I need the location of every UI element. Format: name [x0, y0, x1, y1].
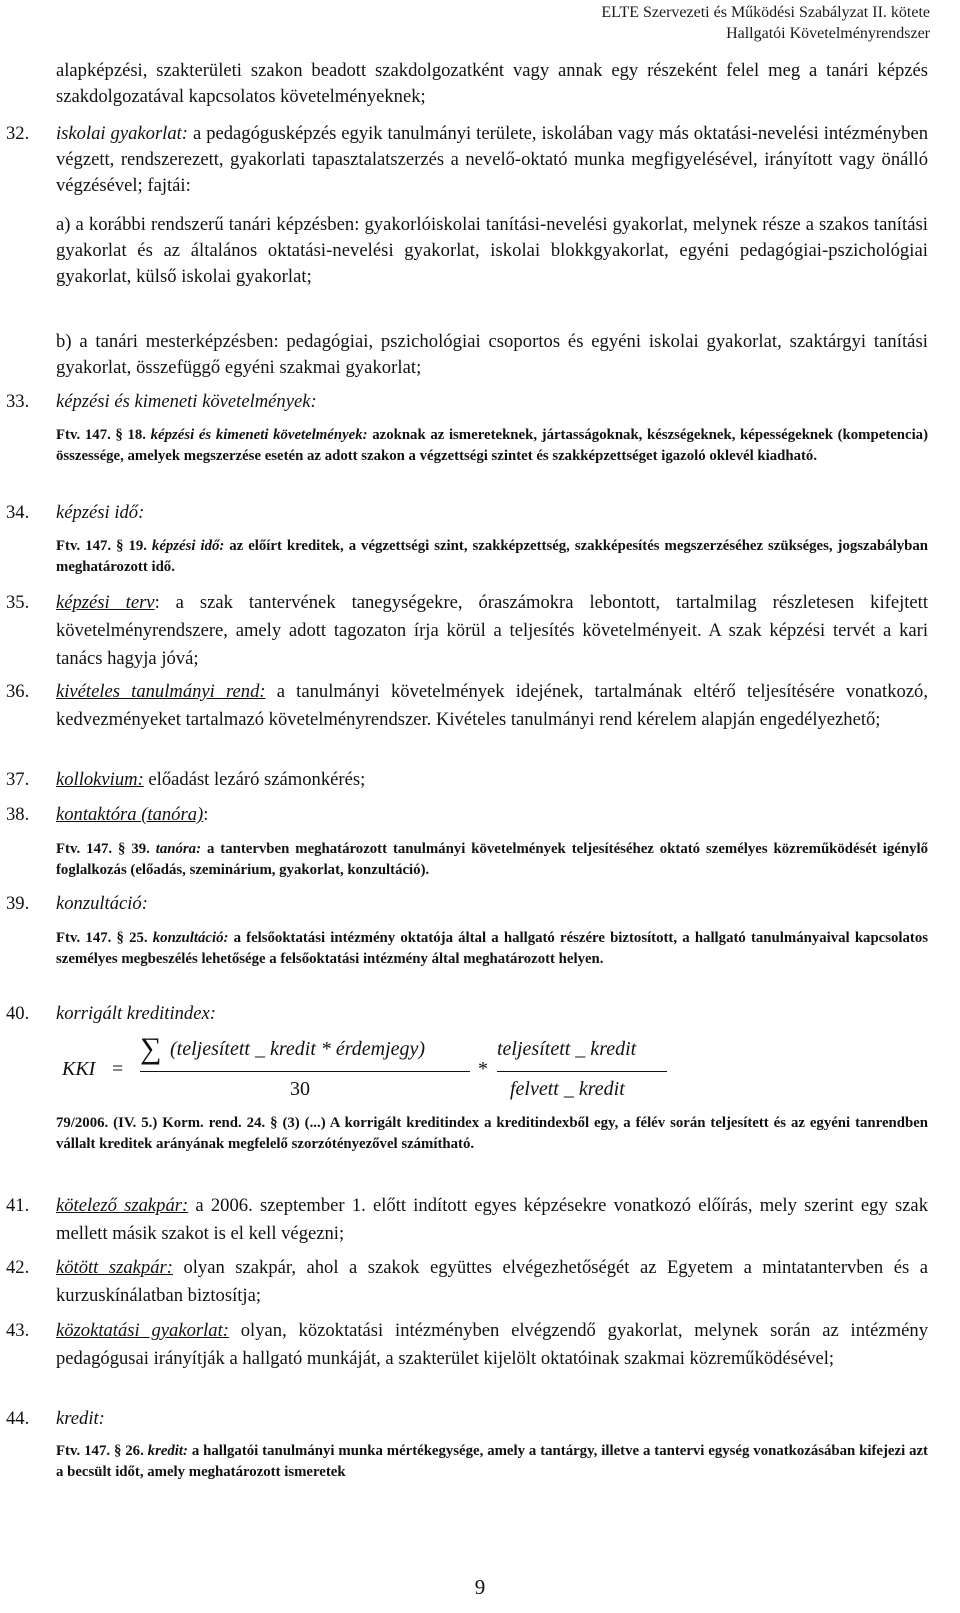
definition-term: kötelező szakpár: [56, 1195, 189, 1216]
item-number: 36. [6, 681, 30, 702]
definition-text: : a szak tantervének tanegységekre, óraszámokra lebontott, tartalmilag részletesen kifejtett követelményrendszere, amely adott tagozaton írja körül a teljesítés követelményeit. A szak képzési tervét a kari tanács hagyja jóvá; [56, 592, 928, 669]
item-number: 42. [6, 1257, 30, 1278]
definition-34 [6, 500, 928, 526]
item-number: 39. [6, 893, 30, 914]
item-number: 44. [6, 1408, 30, 1429]
definition-33 [6, 389, 928, 415]
running-header [601, 2, 930, 44]
item-number: 37. [6, 769, 30, 790]
legal-reference-40: 79/2006. (IV. 5.) Korm. rend. 24. § (3) (...) A korrigált kreditindex a kreditindexből egy, a félév során teljesített és az egyéni tanrendben vállalt kreditek arányának megfelelő szorzótényezővel számítható. [56, 1115, 928, 1152]
header-line-1: ELTE Szervezeti és Működési Szabályzat II. kötete [601, 4, 930, 21]
definition-32 [6, 121, 929, 199]
legal-reference-44: Ftv. 147. § 26. kredit: a hallgatói tanulmányi munka mértékegysége, amely a tantárgy, illetve a tantervi egység vonatkozásában kifejezi azt a becsült időt, amely meghatározott ismeretek [56, 1443, 928, 1480]
legal-reference-39: Ftv. 147. § 25. konzultáció: a felsőoktatási intézmény oktatója által a hallgató részére biztosított, a hallgató tanulmányaival kapcsolatos személyes megbeszélés lehetősége a felsőoktatási intézmény által meghatározott helyen. [56, 930, 928, 967]
definition-43 [6, 1317, 928, 1373]
definition-text: olyan, közoktatási intézményben elvégzendő gyakorlat, melynek során az intézmény pedagógusai irányítják a hallgató munkáját, a szakterület kijelölt oktatóinak szakmai közreműködésével; [56, 1320, 928, 1369]
definition-36 [6, 678, 928, 734]
definition-32-sub-b: b) a tanári mesterképzésben: pedagógiai, pszichológiai csoportos és egyéni iskolai gyakorlat, szaktárgyi tanítási gyakorlat, összefüggő egyéni szakmai gyakorlat; [56, 331, 928, 378]
definition-term: közoktatási gyakorlat: [56, 1320, 229, 1341]
definition-text: a tanulmányi követelmények idejének, tartalmának eltérő teljesítésére vonatkozó, kedvezményeket tartalmazó követelményrendszer. Kivételes tanulmányi rend kérelem alapján engedélyezhető; [56, 681, 928, 730]
definition-41 [6, 1192, 928, 1248]
definition-text: : [203, 804, 209, 825]
header-line-2: Hallgatói Követelményrendszer [726, 25, 930, 42]
fraction-bar-1 [140, 1071, 470, 1072]
legal-reference-33: Ftv. 147. § 18. képzési és kimeneti követelmények: azoknak az ismereteknek, jártasságoknak, készségeknek, képességeknek (kompetencia) összessége, amelyek megszerzése esetén az adott szakon a végzettségi szintet és szakképzettséget igazoló oklevél kiadható. [56, 427, 929, 464]
fraction-bar-2 [497, 1071, 667, 1072]
definition-term: kivételes tanulmányi rend: [56, 681, 266, 702]
definition-term: kredit: [56, 1408, 105, 1429]
formula-numerator-2: teljesített _ kredit [497, 1038, 637, 1060]
item-number: 33. [6, 391, 30, 412]
definition-term: kötött szakpár: [56, 1257, 173, 1278]
item-number: 40. [6, 1003, 30, 1024]
definition-42 [6, 1254, 928, 1310]
definition-40 [6, 1000, 928, 1028]
formula-numerator-1: (teljesített _ kredit * érdemjegy) [170, 1038, 426, 1060]
definition-37 [6, 766, 928, 794]
definition-text: előadást lezáró számonkérés; [143, 769, 366, 790]
definition-38 [6, 801, 928, 829]
definition-44 [6, 1405, 928, 1433]
item-number: 32. [6, 123, 30, 144]
formula-denominator-1: 30 [290, 1078, 310, 1100]
definition-term: konzultáció: [56, 893, 148, 914]
definition-text: a 2006. szeptember 1. előtt indított egyes képzésekre vonatkozó előírás, mely szerint egy szak mellett másik szakot is el kell végezni; [56, 1195, 928, 1244]
item-number: 41. [6, 1195, 30, 1216]
item-number: 35. [6, 592, 30, 613]
formula-times: * [478, 1058, 488, 1080]
formula-equals: = [112, 1058, 124, 1080]
definition-text: olyan szakpár, ahol a szakok együttes elvégezhetőségét az Egyetem a mintatantervben és a kurzuskínálatban biztosítja; [56, 1257, 928, 1306]
definition-text: a pedagógusképzés egyik tanulmányi területe, iskolában vagy más oktatási-nevelési intézményben végzett, rendszerezett, gyakorlati tapasztalatszerzés a nevelő-oktató munka megfigyelésével, irányított vagy önálló végzésével; fajtái: [56, 123, 929, 196]
intro-paragraph: alapképzési, szakterületi szakon beadott szakdolgozatként vagy annak egy részeként felel meg a tanári képzés szakdolgozatával kapcsolatos követelményeknek; [56, 60, 928, 107]
formula-lhs: KKI [62, 1058, 96, 1080]
item-number: 34. [6, 502, 30, 523]
sum-symbol: ∑ [140, 1032, 162, 1065]
definition-term: képzési idő: [56, 502, 145, 523]
definition-term: iskolai gyakorlat: [56, 123, 189, 144]
definition-39 [6, 890, 928, 918]
definition-term: képzési terv [56, 592, 155, 613]
formula-denominator-2: felvett _ kredit [510, 1078, 625, 1100]
page-number: 9 [474, 1575, 486, 1599]
definition-32-sub-a: a) a korábbi rendszerű tanári képzésben: gyakorlóiskolai tanítási-nevelési gyakorlat, melynek része a szakos tanítási gyakorlat és az általános oktatási-nevelési gyakorlat, iskolai blokkgyakorlat, egyéni pedagógiai-pszichológiai gyakorlat, külső iskolai gyakorlat; [56, 214, 928, 287]
legal-reference-34: Ftv. 147. § 19. képzési idő: az előírt kreditek, a végzettségi szint, szakképzettség, szakképesítés megszerzéséhez szükséges, jogszabályban meghatározott idő. [56, 538, 928, 575]
definition-term: képzési és kimeneti követelmények: [56, 391, 317, 412]
legal-reference-38: Ftv. 147. § 39. tanóra: a tantervben meghatározott tanulmányi követelmények teljesítéséhez oktató személyes közreműködését igénylő foglalkozás (előadás, szeminárium, gyakorlat, konzultáció). [56, 841, 928, 878]
definition-35 [6, 589, 928, 673]
kki-formula [60, 1032, 760, 1110]
item-number: 38. [6, 804, 30, 825]
item-number: 43. [6, 1320, 30, 1341]
definition-term: kollokvium: [56, 769, 144, 790]
definition-term: korrigált kreditindex: [56, 1003, 216, 1024]
definition-term: kontaktóra (tanóra) [56, 804, 204, 825]
